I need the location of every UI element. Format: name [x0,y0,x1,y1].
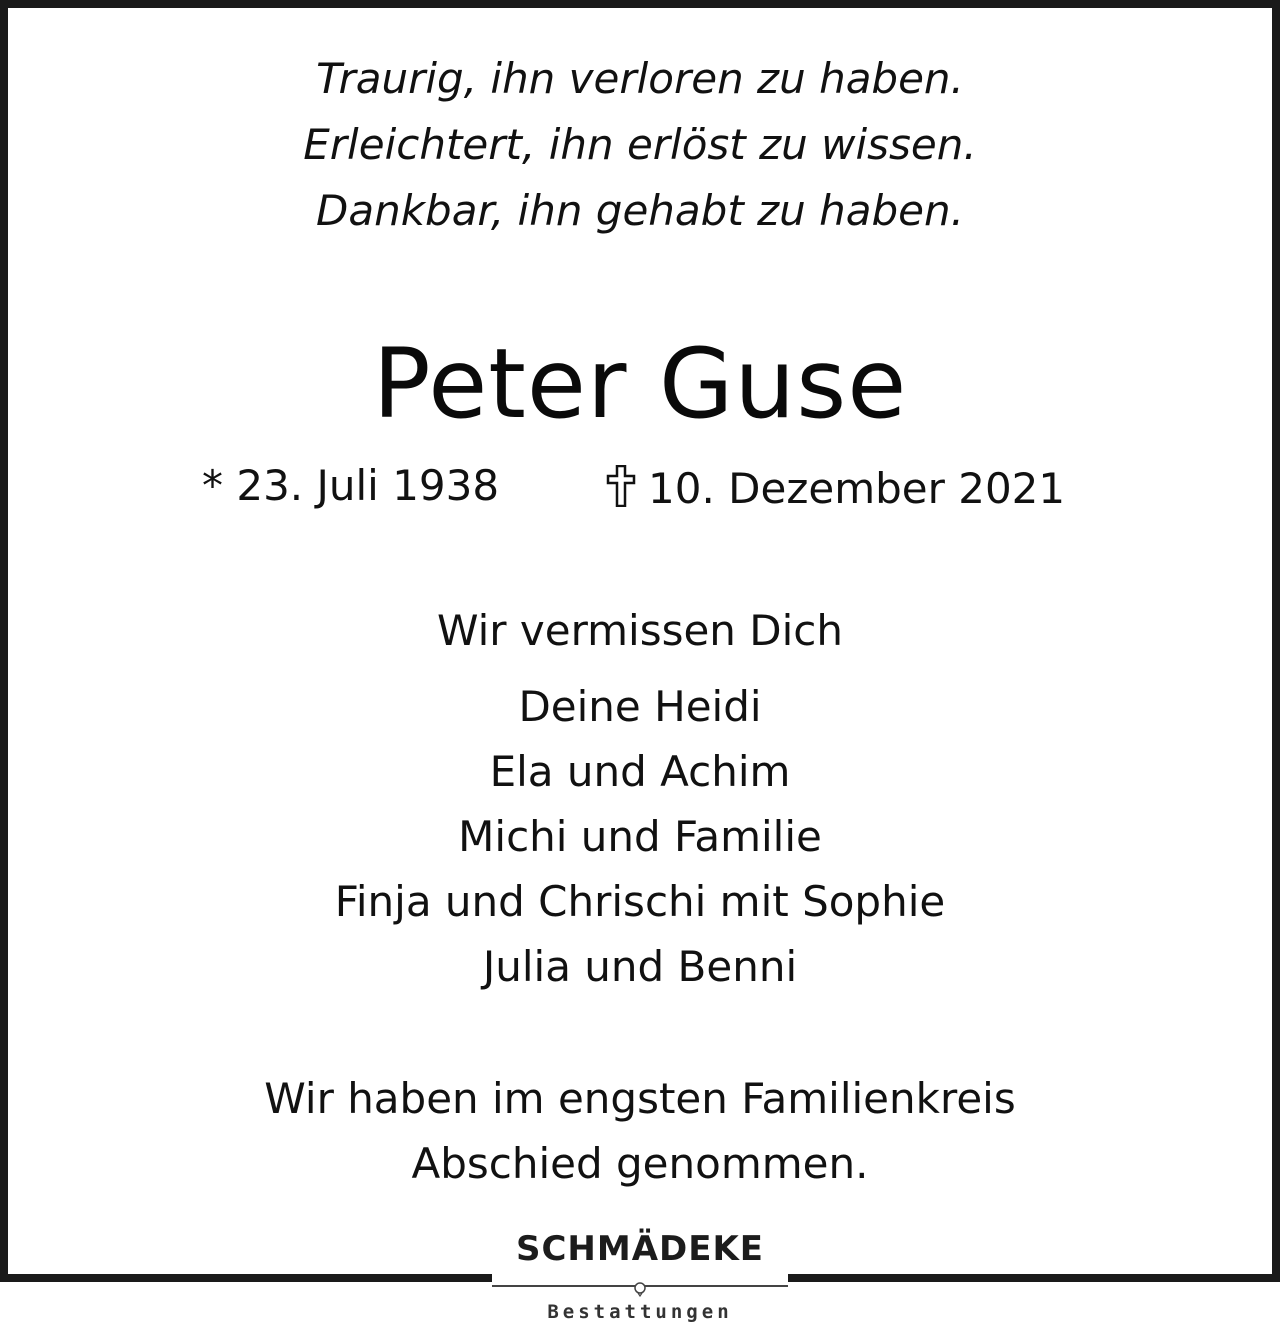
birth-date: * 23. Juli 1938 [202,461,500,510]
verse-line-3: Dankbar, ihn gehabt zu haben. [316,186,964,235]
miss-you-message: Wir vermissen Dich [437,606,843,655]
cross-icon [606,465,636,507]
funeral-home-name: SCHMÄDEKE [515,1229,765,1269]
closing-line-1: Wir haben im engsten Familienkreis [264,1074,1016,1123]
funeral-home-subtitle: Bestattungen [547,1301,733,1323]
mourner-line: Michi und Familie [458,812,822,861]
mourner-line: Finja und Chrischi mit Sophie [334,877,946,926]
closing-line-2: Abschied genommen. [411,1139,869,1188]
funeral-home-logo [492,1218,788,1329]
mourner-line: Julia und Benni [482,942,798,991]
mourner-line: Deine Heidi [518,682,762,731]
deceased-name: Peter Guse [372,328,908,440]
death-date-group [606,464,1066,513]
mourner-line: Ela und Achim [489,747,791,796]
death-date: 10. Dezember 2021 [648,464,1066,513]
logo-divider-icon [492,1281,788,1297]
verse-line-1: Traurig, ihn verloren zu haben. [316,54,964,103]
life-dates [0,461,1280,515]
verse-line-2: Erleichtert, ihn erlöst zu wissen. [303,120,977,169]
